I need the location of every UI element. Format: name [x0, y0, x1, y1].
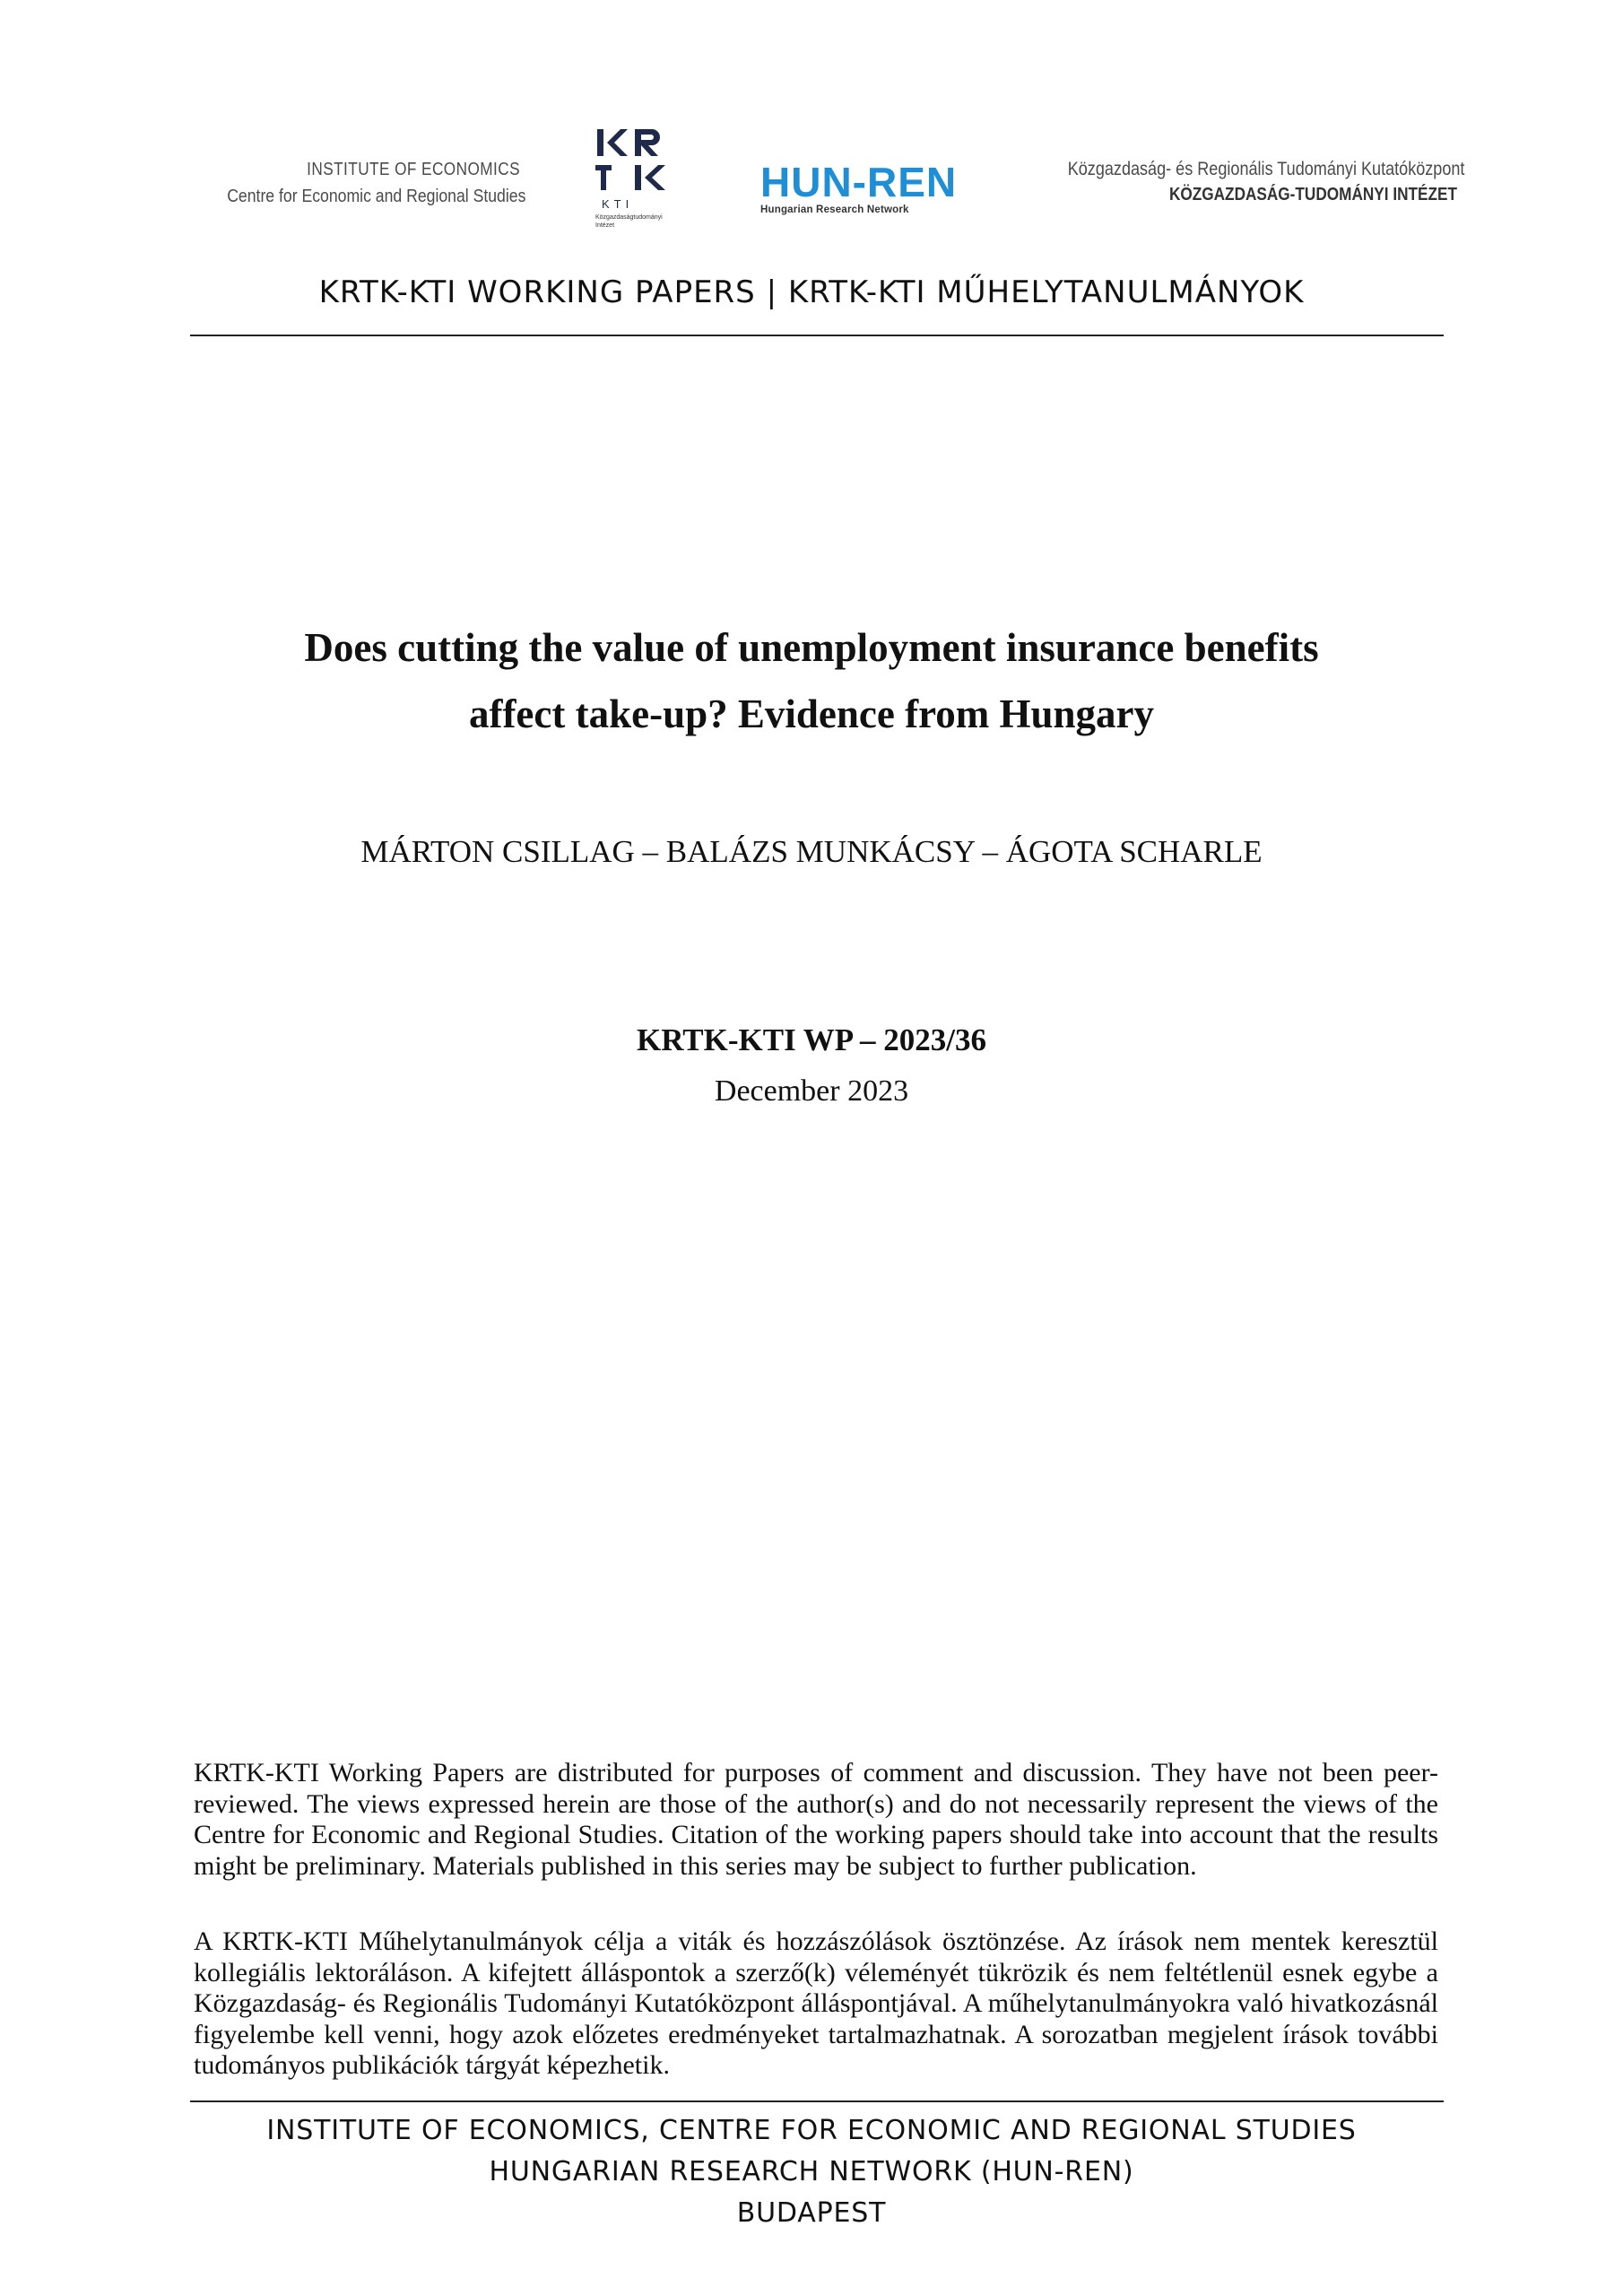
paper-title	[0, 614, 1623, 747]
institute-logo-line2: Centre for Economic and Regional Studies	[227, 186, 526, 206]
krtk-logo-line2: KÖZGAZDASÁG-TUDOMÁNYI INTÉZET	[1168, 185, 1457, 205]
working-paper-number: KRTK-KTI WP – 2023/36	[637, 1022, 986, 1057]
footer-line-3: BUDAPEST	[736, 2197, 887, 2229]
institute-logo-line1: INSTITUTE OF ECONOMICS	[307, 160, 520, 179]
footer-line-2: HUNGARIAN RESEARCH NETWORK (HUN-REN)	[489, 2156, 1134, 2187]
paper-title-line1: Does cutting the value of unemployment insurance benefits	[304, 625, 1319, 670]
disclaimer-hungarian: A KRTK-KTI Műhelytanulmányok célja a viták és hozzászólások ösztönzése. Az írások nem mentek keresztül kollegiális lektoráláson. A kifejtett álláspontok a szerző(k) véleményét tükrözik és nem feltétlenül esnek egybe a Közgazdaság- és Regionális Tudományi Kutatóközpont álláspontjával. A műhelytanulmányokra való hivatkozásnál figyelembe kell venni, hogy azok előzetes eredményeket tartalmazhatnak. A sorozatban megjelent írások további tudományos publikációk tárgyát képezhetik.	[194, 1926, 1438, 2081]
series-header: KRTK-KTI WORKING PAPERS | KRTK-KTI MŰHELYTANULMÁNYOK	[318, 274, 1305, 310]
hun-ren-logo-name: HUN-REN	[760, 159, 958, 205]
institute-of-economics-logo	[179, 160, 526, 207]
disclaimer-english: KRTK-KTI Working Papers are distributed for purposes of comment and discussion. They have not been peer-reviewed. The views expressed herein are those of the author(s) and do not necessarily represent the views of the Centre for Economic and Regional Studies. Citation of the working papers should take into account that the results might be preliminary. Materials published in this series may be subject to further publication.	[194, 1758, 1438, 1881]
paper-title-line2: affect take-up? Evidence from Hungary	[468, 691, 1155, 736]
footer-divider	[190, 2100, 1444, 2102]
publication-date: December 2023	[714, 1074, 909, 1108]
hun-ren-logo	[760, 161, 958, 215]
paper-authors: MÁRTON CSILLAG – BALÁZS MUNKÁCSY – ÁGOTA SCHARLE	[360, 834, 1263, 869]
krtk-kti-logo	[583, 126, 690, 251]
svg-text:KTI: KTI	[602, 197, 634, 211]
footer-line-1: INSTITUTE OF ECONOMICS, CENTRE FOR ECONOMIC AND REGIONAL STUDIES	[266, 2115, 1357, 2146]
header-divider	[190, 335, 1444, 336]
krtk-logo-line1: Közgazdaság- és Regionális Tudományi Kutatóközpont	[1067, 159, 1465, 179]
krtk-logo	[1004, 158, 1465, 205]
kti-logo-tagline: Közgazdaságtudományi Intézet	[595, 214, 663, 229]
hun-ren-logo-subtitle: Hungarian Research Network	[760, 204, 909, 215]
krtk-kti-logo-mark	[583, 126, 690, 251]
